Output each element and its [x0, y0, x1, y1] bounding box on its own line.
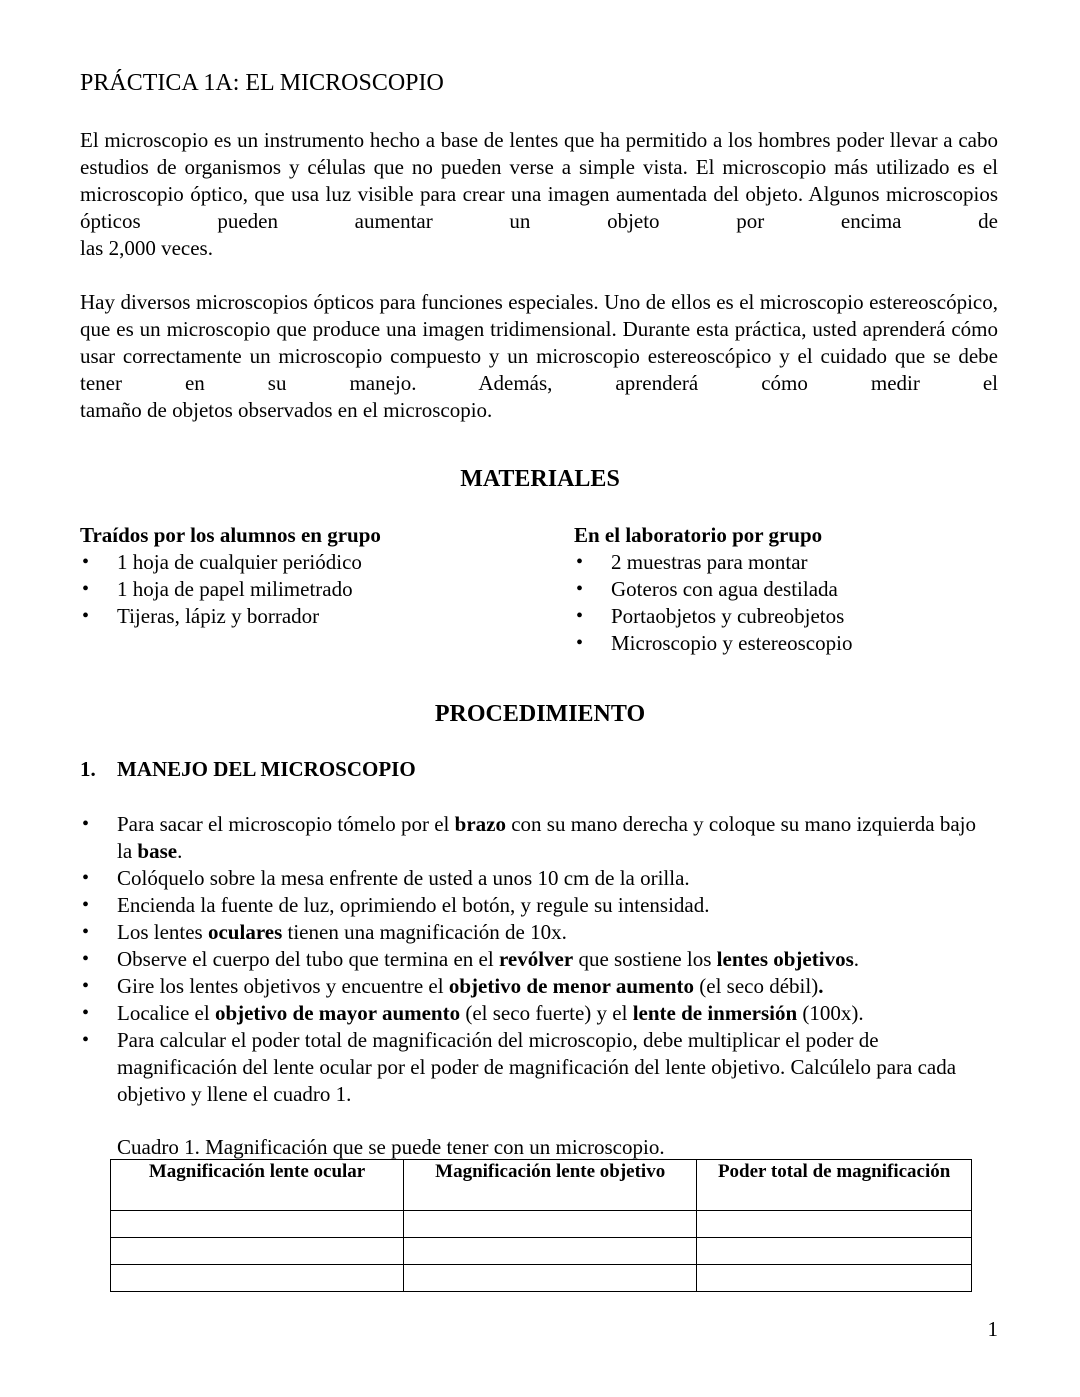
table-header-cell: Magnificación lente ocular — [111, 1160, 404, 1211]
intro-paragraph-2-text: Hay diversos microscopios ópticos para funciones especiales. Uno de ellos es el microscopio estereoscópico, que es un microscopio que produce una imagen tridimensional. Durante esta práctica, usted aprenderá cómo usar correctamente un microscopio compuesto y un microscopio estereoscópico y el cuidado que se debe tener en su manejo. Además, aprenderá cómo medir el — [80, 290, 998, 395]
table-header-row — [111, 1160, 972, 1211]
intro-paragraph-1-text: El microscopio es un instrumento hecho a base de lentes que ha permitido a los hombres poder llevar a cabo estudios de organismos y células que no pueden verse a simple vista. El microscopio más utilizado es el microscopio óptico, que usa luz visible para crear una imagen aumentada del objeto. Algunos microscopios ópticos pueden aumentar un objeto por encima de — [80, 128, 998, 233]
procedure-step-2: • Colóquelo sobre la mesa enfrente de usted a unos 10 cm de la orilla. — [80, 865, 980, 892]
step-keyword: . — [818, 974, 824, 998]
procedure-step-8: • Para calcular el poder total de magnificación del microscopio, debe multiplicar el poder de magnificación del lente ocular por el poder de magnificación del lente objetivo. Calcúlelo para cada objetivo y llene el cuadro 1. — [80, 1027, 980, 1108]
step-text: . — [853, 947, 859, 971]
step-text: (el seco fuerte) y el — [460, 1001, 633, 1025]
list-item: • 1 hoja de cualquier periódico — [80, 549, 520, 576]
list-item: • Goteros con agua destilada — [574, 576, 1004, 603]
step-text: (el seco débil) — [694, 974, 819, 998]
step-keyword: objetivo de menor aumento — [448, 974, 694, 998]
table-cell[interactable] — [111, 1238, 404, 1265]
list-item: • Portaobjetos y cubreobjetos — [574, 603, 1004, 630]
step-text: que sostiene los — [573, 947, 717, 971]
procedure-step-1 — [80, 811, 980, 865]
step-text: Los lentes — [117, 920, 208, 944]
table-header-cell: Poder total de magnificación — [697, 1160, 972, 1211]
step-keyword: oculares — [207, 920, 283, 944]
step-keyword: lente de inmersión — [632, 1001, 798, 1025]
table-cell[interactable] — [404, 1265, 697, 1292]
step-text: con su mano derecha y coloque su mano izquierda bajo la — [117, 812, 976, 863]
page-title: PRÁCTICA 1A: EL MICROSCOPIO — [80, 70, 444, 96]
materials-students-list — [80, 549, 520, 630]
step-text: Localice el — [117, 1001, 215, 1025]
section-title: MANEJO DEL MICROSCOPIO — [117, 757, 416, 781]
procedure-list — [80, 811, 980, 1108]
intro-paragraph-1 — [80, 127, 998, 262]
step-keyword: brazo — [454, 812, 506, 836]
magnification-table — [110, 1159, 972, 1292]
intro-paragraph-2 — [80, 289, 998, 424]
step-keyword: objetivo de mayor aumento — [214, 1001, 461, 1025]
table-cell[interactable] — [697, 1265, 972, 1292]
procedure-step-7 — [80, 1000, 980, 1027]
procedure-heading: PROCEDIMIENTO — [434, 701, 646, 727]
step-text: tienen una magnificación de 10x. — [282, 920, 567, 944]
table-cell[interactable] — [111, 1265, 404, 1292]
table-row — [111, 1211, 972, 1238]
table-row — [111, 1238, 972, 1265]
materials-lab-heading: En el laboratorio por grupo — [574, 523, 823, 547]
section-heading — [80, 756, 416, 783]
procedure-step-4 — [80, 919, 980, 946]
list-item: • 1 hoja de papel milimetrado — [80, 576, 520, 603]
step-text: Para sacar el microscopio tómelo por el — [117, 812, 455, 836]
table-cell[interactable] — [111, 1211, 404, 1238]
step-keyword: revólver — [498, 947, 574, 971]
table-cell[interactable] — [404, 1211, 697, 1238]
list-item: • 2 muestras para montar — [574, 549, 1004, 576]
step-text: Gire los lentes objetivos y encuentre el — [117, 974, 449, 998]
table-cell[interactable] — [697, 1238, 972, 1265]
section-number: 1. — [80, 757, 96, 781]
materials-lab-list — [574, 549, 1004, 657]
step-text: Observe el cuerpo del tubo que termina en el — [117, 947, 499, 971]
materials-students-heading: Traídos por los alumnos en grupo — [80, 523, 381, 547]
step-text: . — [177, 839, 183, 863]
materials-students-column — [80, 522, 520, 630]
procedure-step-6 — [80, 973, 980, 1000]
procedure-step-5 — [80, 946, 980, 973]
step-keyword: lentes objetivos — [716, 947, 854, 971]
step-keyword: base — [137, 839, 178, 863]
materials-heading: MATERIALES — [460, 466, 620, 492]
intro-paragraph-2-tail: tamaño de objetos observados en el microscopio. — [80, 398, 493, 422]
materials-lab-column — [574, 522, 1004, 657]
table-cell[interactable] — [404, 1238, 697, 1265]
table-caption: Cuadro 1. Magnificación que se puede tener con un microscopio. — [117, 1135, 665, 1159]
intro-paragraph-1-tail: las 2,000 veces. — [80, 236, 213, 260]
list-item: • Microscopio y estereoscopio — [574, 630, 1004, 657]
table-header-cell: Magnificación lente objetivo — [404, 1160, 697, 1211]
list-item: • Tijeras, lápiz y borrador — [80, 603, 520, 630]
table-row — [111, 1265, 972, 1292]
table-cell[interactable] — [697, 1211, 972, 1238]
procedure-step-3: • Encienda la fuente de luz, oprimiendo el botón, y regule su intensidad. — [80, 892, 980, 919]
page-number: 1 — [987, 1317, 998, 1341]
step-text: (100x). — [797, 1001, 864, 1025]
